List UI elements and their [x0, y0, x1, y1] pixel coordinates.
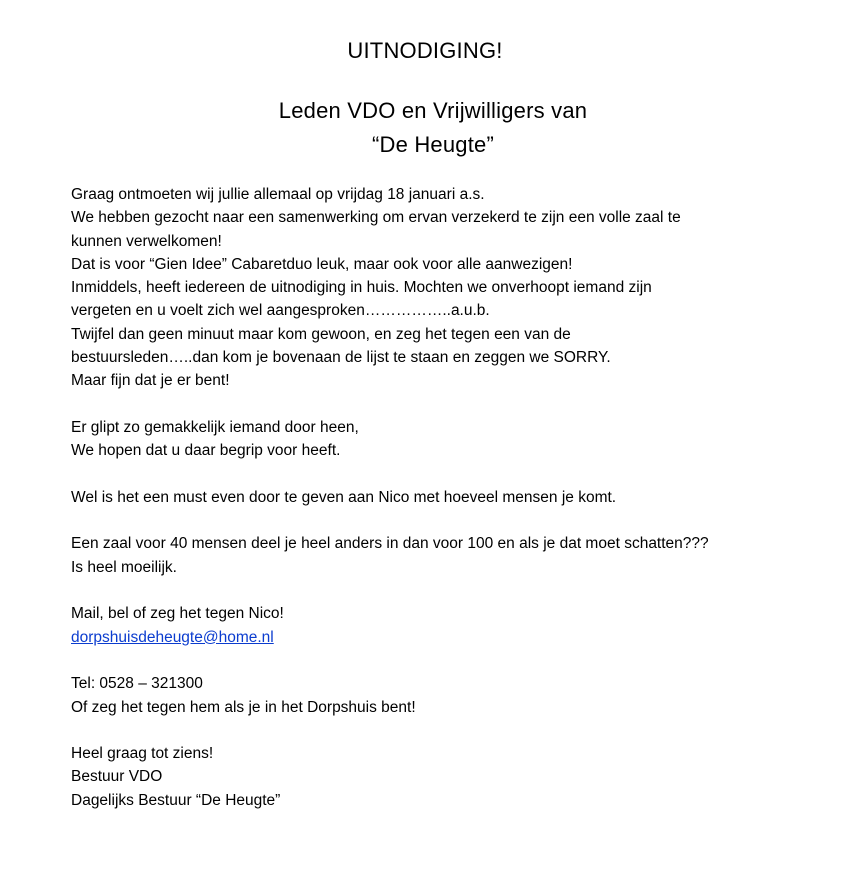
text-line: We hebben gezocht naar een samenwerking om ervan verzekerd te zijn een volle zaal te	[71, 209, 681, 227]
text-line: Er glipt zo gemakkelijk iemand door heen,	[71, 418, 359, 436]
paragraph-phone	[71, 672, 811, 719]
closing-line: Bestuur VDO	[71, 768, 163, 786]
paragraph-gap	[71, 509, 811, 532]
text-line: Maar fijn dat je er bent!	[71, 372, 230, 390]
text-line: bestuursleden…..dan kom je bovenaan de lijst te staan en zeggen we SORRY.	[71, 349, 611, 367]
paragraph-gap	[71, 719, 811, 742]
paragraph-gap	[71, 463, 811, 486]
paragraph-contact	[71, 602, 811, 649]
paragraph-must	[71, 486, 811, 509]
paragraph-closing	[71, 742, 811, 812]
text-line: Graag ontmoeten wij jullie allemaal op vrijdag 18 januari a.s.	[71, 186, 485, 203]
page-title: UITNODIGING!	[347, 38, 503, 63]
text-line: Een zaal voor 40 mensen deel je heel anders in dan voor 100 en als je dat moet schatten???	[71, 535, 709, 553]
text-line: Wel is het een must even door te geven aan Nico met hoeveel mensen je komt.	[71, 488, 617, 506]
paragraph-gap	[71, 579, 811, 602]
text-line: Dat is voor “Gien Idee” Cabaretduo leuk, maar ook voor alle aanwezigen!	[71, 255, 573, 273]
email-link[interactable]: dorpshuisdeheugte@home.nl	[71, 628, 274, 646]
text-line: kunnen verwelkomen!	[71, 232, 222, 250]
paragraph-apology	[71, 416, 811, 463]
closing-line: Heel graag tot ziens!	[71, 745, 214, 763]
text-line: vergeten en u voelt zich wel aangesproken……………..a.u.b.	[71, 302, 490, 320]
subtitle-line-2: “De Heugte”	[371, 132, 495, 157]
subtitle-line-1: Leden VDO en Vrijwilligers van	[278, 98, 588, 123]
paragraph-intro	[71, 183, 811, 393]
text-line: Inmiddels, heeft iedereen de uitnodiging in huis. Mochten we onverhoopt iemand zijn	[71, 279, 652, 297]
text-line: We hopen dat u daar begrip voor heeft.	[71, 442, 341, 460]
text-line: Is heel moeilijk.	[71, 558, 177, 576]
closing-line: Dagelijks Bestuur “De Heugte”	[71, 791, 281, 809]
dorpshuis-line: Of zeg het tegen hem als je in het Dorpshuis bent!	[71, 698, 416, 716]
paragraph-gap	[71, 649, 811, 672]
paragraph-room	[71, 532, 811, 579]
phone-line: Tel: 0528 – 321300	[71, 675, 203, 693]
contact-line: Mail, bel of zeg het tegen Nico!	[71, 605, 284, 623]
invitation-body	[71, 183, 811, 812]
text-line: Twijfel dan geen minuut maar kom gewoon, en zeg het tegen een van de	[71, 325, 571, 343]
paragraph-gap	[71, 393, 811, 416]
